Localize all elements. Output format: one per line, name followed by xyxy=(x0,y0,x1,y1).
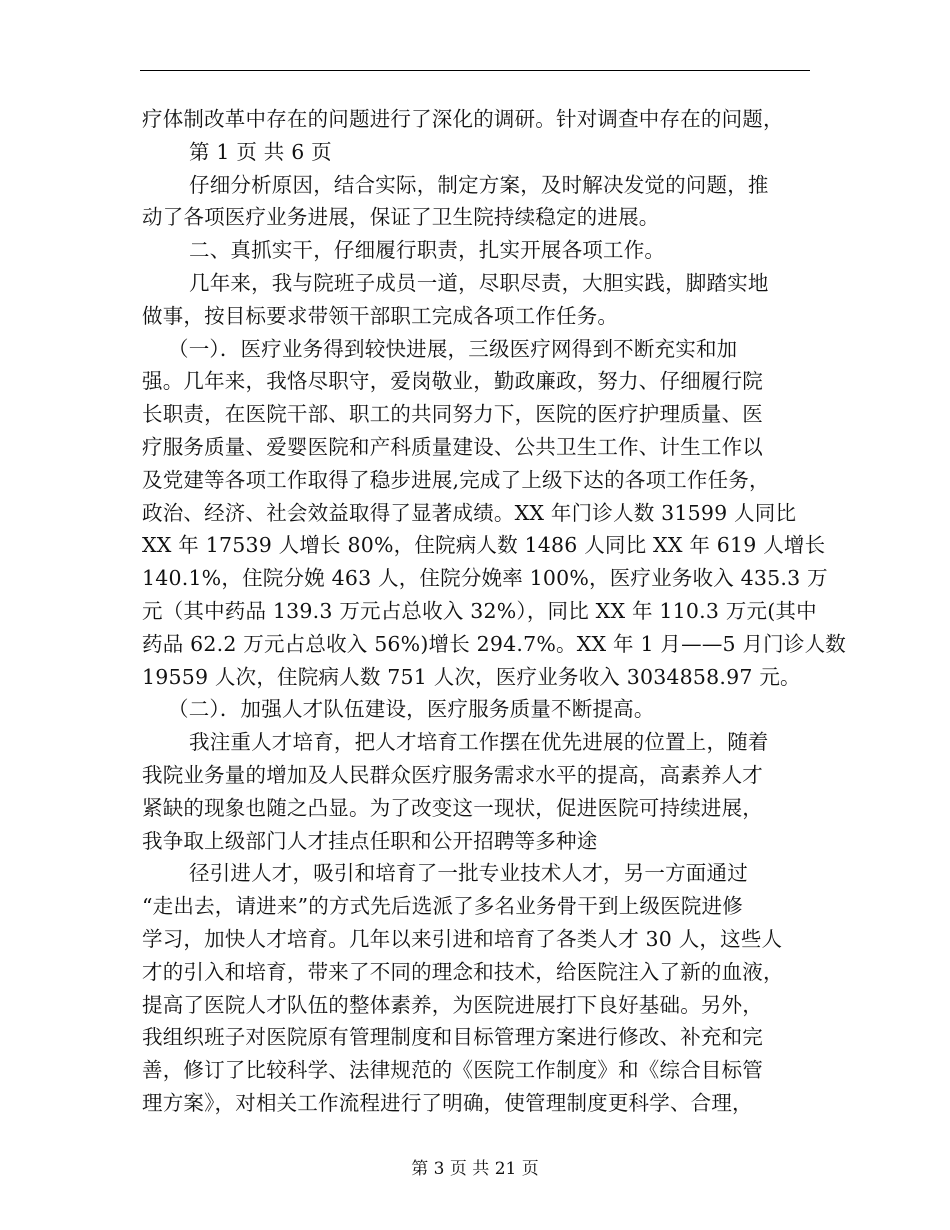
text-line: 径引进人才，吸引和培育了一批专业技术人才，另一方面通过 xyxy=(189,861,748,886)
text-line: 学习，加快人才培育。几年以来引进和培育了各类人才 30 人，这些人 xyxy=(142,926,783,951)
text-line: 几年来，我与院班子成员一道，尽职尽责，大胆实践，脚踏实地 xyxy=(189,270,769,295)
text-line: XX 年 17539 人增长 80%，住院病人数 1486 人同比 XX 年 619 人增长 xyxy=(142,533,826,558)
text-line: 我组织班子对医院原有管理制度和目标管理方案进行修改、补充和完 xyxy=(142,1025,763,1050)
body-text xyxy=(142,103,846,1120)
text-line: 理方案》，对相关工作流程进行了明确，使管理制度更科学、合理， xyxy=(142,1090,753,1115)
text-line: 疗服务质量、爱婴医院和产科质量建设、公共卫生工作、计生工作以 xyxy=(142,434,763,459)
text-line: 紧缺的现象也随之凸显。为了改变这一现状，促进医院可持续进展， xyxy=(142,795,763,820)
text-line: 19559 人次，住院病人数 751 人次，医疗业务收入 3034858.97 元。 xyxy=(142,664,801,689)
text-line: 动了各项医疗业务进展，保证了卫生院持续稳定的进展。 xyxy=(142,205,660,230)
page-footer: 第 3 页 共 21 页 xyxy=(411,1159,539,1179)
embedded-page-number: 第 1 页 共 6 页 xyxy=(189,139,332,164)
text-line: 才的引入和培育，带来了不同的理念和技术，给医院注入了新的血液， xyxy=(142,959,784,984)
subsection-heading: （一）．医疗业务得到较快进展，三级医疗网得到不断充实和加 xyxy=(168,336,738,361)
section-heading: 二、真抓实干，仔细履行职责，扎实开展各项工作。 xyxy=(189,238,666,263)
text-line: 提高了医院人才队伍的整体素养，为医院进展打下良好基础。另外， xyxy=(142,992,763,1017)
text-line: 140.1%，住院分娩 463 人，住院分娩率 100%，医疗业务收入 435.3 万 xyxy=(142,566,828,591)
text-line: 仔细分析原因，结合实际，制定方案，及时解决发觉的问题，推 xyxy=(189,172,769,197)
text-line: 我争取上级部门人才挂点任职和公开招聘等多种途 xyxy=(142,828,598,853)
subsection-heading: （二）．加强人才队伍建设，医疗服务质量不断提高。 xyxy=(168,697,655,722)
text-line: 我院业务量的增加及人民群众医疗服务需求水平的提高，高素养人才 xyxy=(142,762,763,787)
text-line: 我注重人才培育，把人才培育工作摆在优先进展的位置上，随着 xyxy=(189,730,769,755)
text-line: 做事，按目标要求带领干部职工完成各项工作任务。 xyxy=(142,303,619,328)
text-line: 长职责，在医院干部、职工的共同努力下，医院的医疗护理质量、医 xyxy=(142,402,763,427)
text-line: 政治、经济、社会效益取得了显著成绩。XX 年门诊人数 31599 人同比 xyxy=(142,500,797,525)
text-line: “走出去，请进来”的方式先后选派了多名业务骨干到上级医院进修 xyxy=(142,894,743,919)
text-line: 药品 62.2 万元占总收入 56%)增长 294.7%。XX 年 1 月——5 月门诊人数 xyxy=(142,631,846,656)
text-line: 强。几年来，我恪尽职守，爱岗敬业，勤政廉政，努力、仔细履行院 xyxy=(142,369,763,394)
text-line: 及党建等各项工作取得了稳步进展,完成了上级下达的各项工作任务， xyxy=(142,467,770,492)
text-line: 善，修订了比较科学、法律规范的《医院工作制度》和《综合目标管 xyxy=(142,1058,763,1083)
text-line: 元（其中药品 139.3 万元占总收入 32%），同比 XX 年 110.3 万元(其中 xyxy=(142,598,817,623)
text-line: 疗体制改革中存在的问题进行了深化的调研。针对调查中存在的问题， xyxy=(142,107,784,131)
header-rule xyxy=(140,70,810,71)
